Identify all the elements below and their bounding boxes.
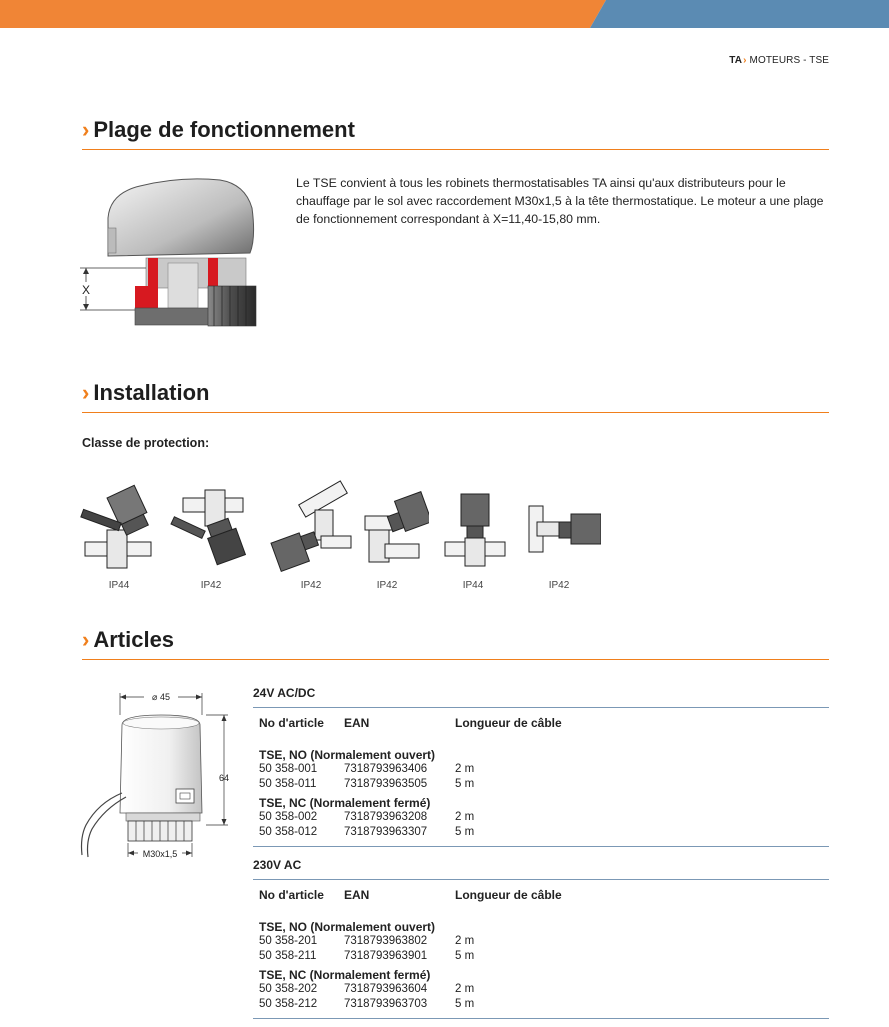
valve-vertical-icon <box>431 480 515 575</box>
cell-cable: 2 m <box>455 983 475 995</box>
col-article: No d'article <box>259 888 324 902</box>
mounting-position <box>74 480 164 600</box>
valve-horizontal-icon <box>517 480 601 575</box>
top-banner <box>0 0 889 28</box>
ip-rating: IP44 <box>108 580 130 591</box>
valve-inverted-left-icon <box>269 480 353 575</box>
cell-ean: 7318793963505 <box>344 778 428 790</box>
col-article: No d'article <box>259 716 324 730</box>
mounting-position <box>514 480 604 600</box>
breadcrumb-brand: TA <box>729 55 743 66</box>
cell-ean: 7318793963208 <box>344 811 428 823</box>
section-title-range <box>82 117 829 150</box>
valve-tilted-up-icon <box>169 480 253 575</box>
cell-cable: 5 m <box>455 950 475 962</box>
cell-ean: 7318793963604 <box>344 983 428 995</box>
col-cable: Longueur de câble <box>455 888 562 902</box>
cell-ean: 7318793963802 <box>344 935 428 947</box>
ip-rating: IP42 <box>548 580 570 591</box>
mounting-position <box>342 480 432 600</box>
section-title-range-text: Plage de fonctionnement <box>93 117 355 142</box>
ip-rating: IP42 <box>200 580 222 591</box>
cell-ean: 7318793963406 <box>344 763 428 775</box>
section-title-articles-text: Articles <box>93 627 175 652</box>
table-divider <box>253 879 829 880</box>
chevron-right-icon: › <box>82 380 90 405</box>
cell-article: 50 358-201 <box>259 935 318 947</box>
cell-cable: 5 m <box>455 778 475 790</box>
type-heading: TSE, NO (Normalement ouvert) <box>259 748 436 762</box>
thread-label: M30x1,5 <box>142 849 178 859</box>
chevron-right-icon: › <box>82 117 90 142</box>
section-title-installation-text: Installation <box>93 380 210 405</box>
cell-cable: 2 m <box>455 811 475 823</box>
cell-cable: 5 m <box>455 826 475 838</box>
breadcrumb-path: MOTEURS - TSE <box>749 55 829 66</box>
mounting-position <box>428 480 518 600</box>
section-title-installation <box>82 380 829 413</box>
cell-article: 50 358-011 <box>259 778 317 790</box>
protection-class-label: Classe de protection: <box>82 436 210 450</box>
diagram-x-label: X <box>81 283 91 297</box>
cell-article: 50 358-002 <box>259 811 318 823</box>
breadcrumb-arrow-icon: › <box>743 55 747 66</box>
table-divider <box>253 707 829 708</box>
diameter-label: ⌀ 45 <box>152 692 170 702</box>
cell-ean: 7318793963901 <box>344 950 428 962</box>
mounting-position <box>166 480 256 600</box>
table-divider <box>253 1018 829 1019</box>
cell-cable: 2 m <box>455 763 475 775</box>
voltage-heading: 24V AC/DC <box>253 686 316 700</box>
product-dimension-drawing <box>78 685 248 865</box>
col-ean: EAN <box>344 888 370 902</box>
mounting-positions <box>70 480 630 600</box>
cell-article: 50 358-202 <box>259 983 318 995</box>
valve-tilted-right-icon <box>345 480 429 575</box>
range-description: Le TSE convient à tous les robinets thermostatisables TA ainsi qu'aux distributeurs pour le chauffage par le sol avec raccordement M30x1,5 à la tête thermostatique. Le moteur a une plage de fonctionnement correspondant à X=11,40-15,80 mm. <box>296 176 824 226</box>
type-heading: TSE, NO (Normalement ouvert) <box>259 920 436 934</box>
type-heading: TSE, NC (Normalement fermé) <box>259 796 431 810</box>
breadcrumb <box>729 55 829 66</box>
height-label: 64 <box>218 773 230 783</box>
cell-article: 50 358-211 <box>259 950 317 962</box>
voltage-heading: 230V AC <box>253 858 302 872</box>
cell-article: 50 358-012 <box>259 826 318 838</box>
col-ean: EAN <box>344 716 370 730</box>
cell-ean: 7318793963307 <box>344 826 428 838</box>
ip-rating: IP44 <box>462 580 484 591</box>
cell-cable: 2 m <box>455 935 475 947</box>
ip-rating: IP42 <box>376 580 398 591</box>
ip-rating: IP42 <box>300 580 322 591</box>
range-diagram <box>80 168 270 343</box>
table-divider <box>253 846 829 847</box>
cell-article: 50 358-212 <box>259 998 318 1010</box>
chevron-right-icon: › <box>82 627 90 652</box>
type-heading: TSE, NC (Normalement fermé) <box>259 968 431 982</box>
valve-tilted-down-icon <box>77 480 161 575</box>
cell-article: 50 358-001 <box>259 763 318 775</box>
col-cable: Longueur de câble <box>455 716 562 730</box>
cell-ean: 7318793963703 <box>344 998 428 1010</box>
section-title-articles <box>82 627 829 660</box>
cell-cable: 5 m <box>455 998 475 1010</box>
